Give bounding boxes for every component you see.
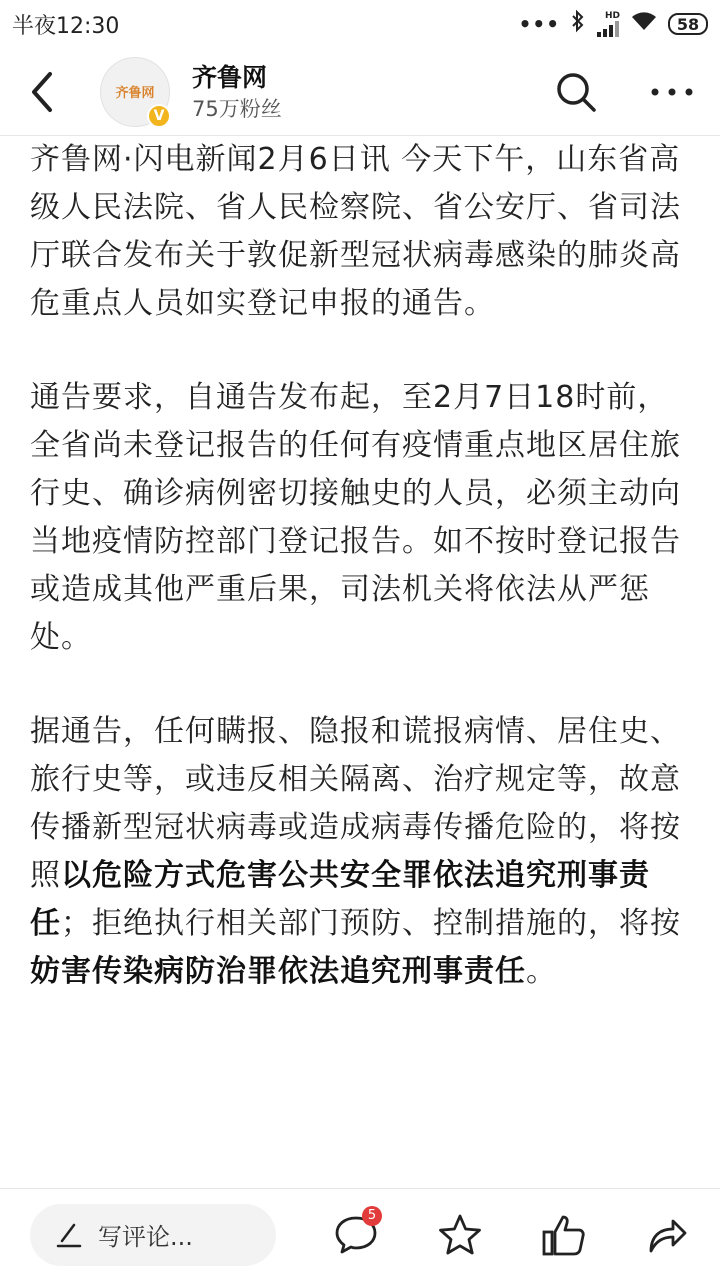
paragraph-3-bold-1: 以危险方式危害公共安全罪依法追究刑事责任: [30, 858, 650, 941]
pen-icon: [56, 1221, 82, 1249]
share-button[interactable]: [616, 1200, 720, 1270]
account-info[interactable]: [192, 61, 282, 123]
avatar-logo: 齐鲁网: [115, 86, 155, 101]
share-icon: [647, 1215, 689, 1255]
status-time: 半夜12:30: [12, 13, 120, 39]
verified-badge: V: [147, 104, 171, 128]
bluetooth-icon: [570, 9, 586, 39]
comment-placeholder: 写评论...: [98, 1223, 193, 1251]
back-button[interactable]: [0, 48, 84, 136]
account-avatar[interactable]: [100, 57, 170, 127]
paragraph-3-text-c: 。: [526, 954, 557, 989]
article-header: [0, 48, 720, 136]
like-button[interactable]: [512, 1200, 616, 1270]
account-name: 齐鲁网: [192, 62, 268, 92]
comment-count-badge: 5: [362, 1206, 382, 1226]
favorite-button[interactable]: [408, 1200, 512, 1270]
paragraph-2: 通告要求，自通告发布起，至2月7日18时前，全省尚未登记报告的任何有疫情重点地区居住旅行史、确诊病例密切接触史的人员，必须主动向当地疫情防控部门登记报告。如不按时登记报告或造成其他严重后果，司法机关将依法从严惩处。: [30, 380, 681, 655]
paragraph-1: 齐鲁网·闪电新闻2月6日讯 今天下午，山东省高级人民法院、省人民检察院、省公安厅、省司法厅联合发布关于敦促新型冠状病毒感染的肺炎高危重点人员如实登记申报的通告。: [30, 142, 681, 321]
fans-count: 75万粉丝: [192, 96, 282, 121]
thumbs-up-icon: [541, 1213, 587, 1257]
search-button[interactable]: [528, 48, 624, 136]
hd-label: HD: [604, 10, 620, 21]
bottom-action-bar: [0, 1188, 720, 1280]
wifi-icon: [630, 10, 658, 38]
paragraph-3-text-a: 据通告，任何瞒报、隐报和谎报病情、居住史、旅行史等，或违反相关隔离、治疗规定等，故意传播新型冠状病毒或造成病毒传播危险的，将按照: [30, 714, 681, 893]
comments-button[interactable]: [304, 1200, 408, 1270]
paragraph-3: [30, 708, 692, 996]
paragraph-3-bold-2: 妨害传染病防治罪依法追究刑事责任: [30, 954, 526, 989]
search-icon: [554, 70, 598, 114]
comment-input[interactable]: [30, 1204, 276, 1266]
status-bar: [0, 0, 720, 48]
battery-indicator: 58: [668, 13, 708, 35]
signal-icon: [596, 12, 620, 37]
back-icon: [28, 70, 56, 114]
more-button[interactable]: [624, 48, 720, 136]
paragraph-3-text-b: ；拒绝执行相关部门预防、控制措施的，将按: [61, 906, 681, 941]
more-icon: [650, 87, 694, 97]
notification-dots-icon: •••: [518, 12, 560, 36]
article-body: [30, 136, 692, 1042]
star-icon: [437, 1213, 483, 1257]
